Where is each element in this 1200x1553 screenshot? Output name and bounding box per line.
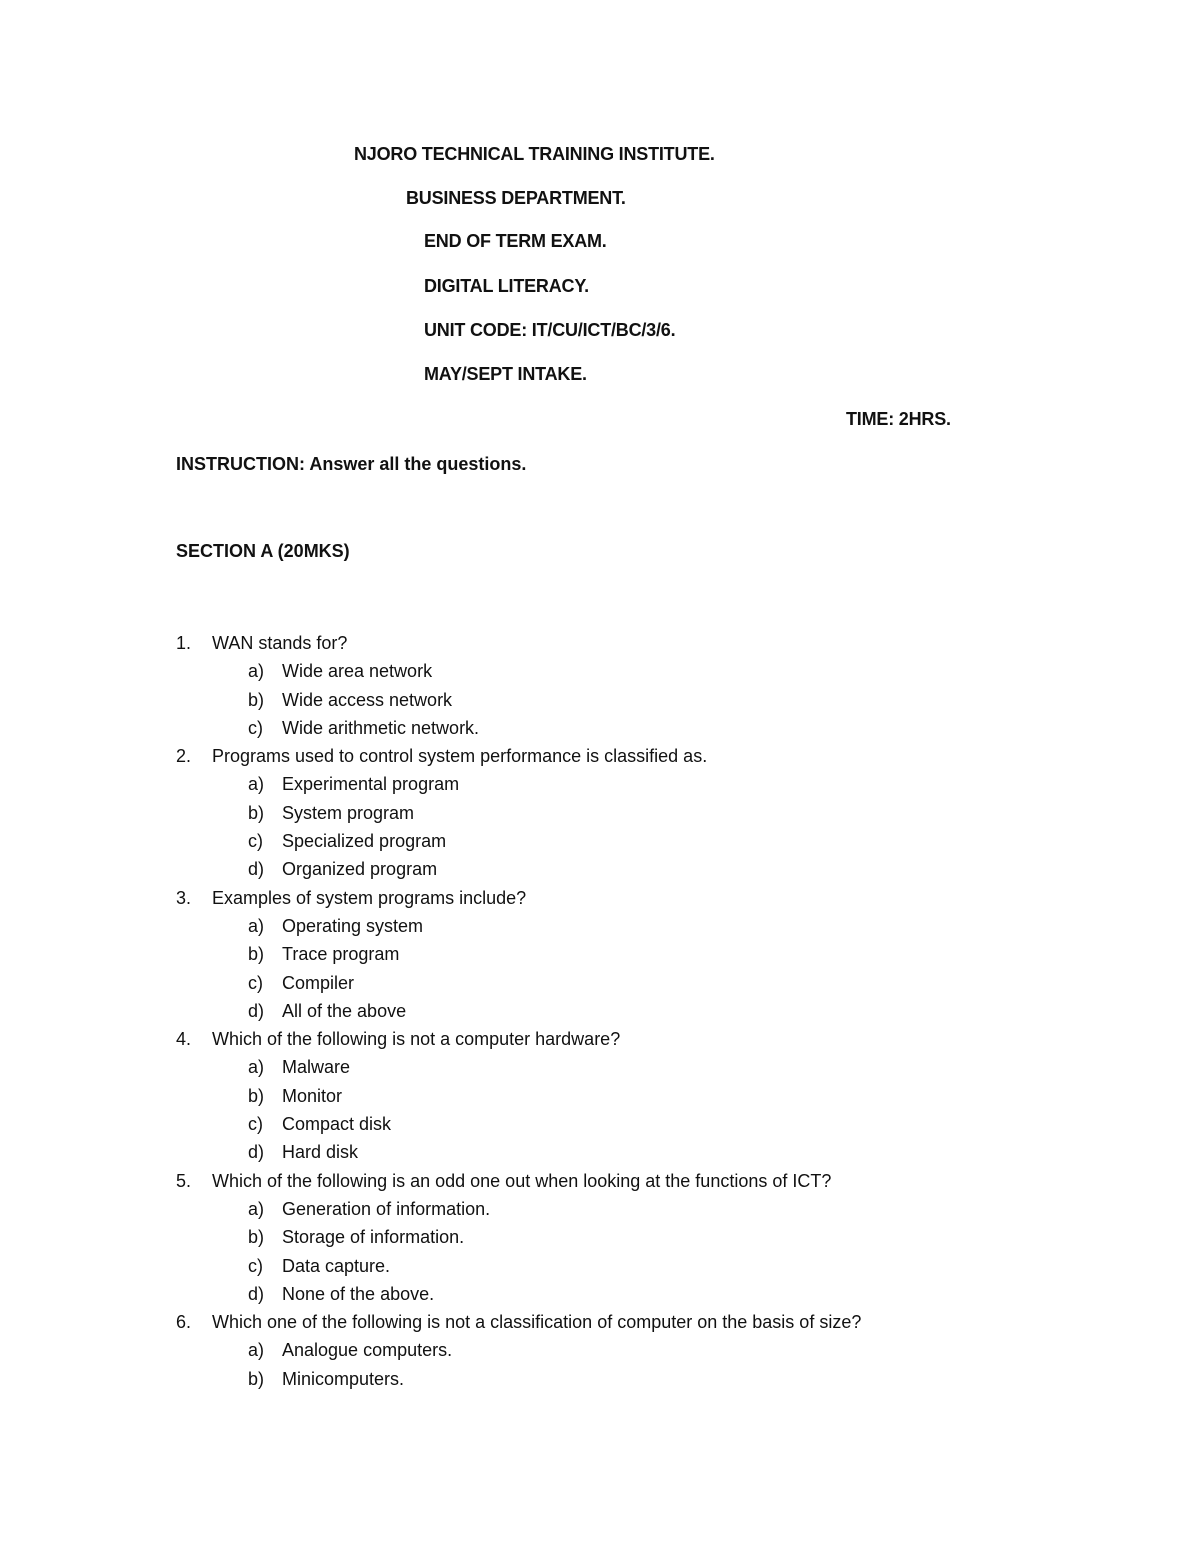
question-item xyxy=(176,629,1136,657)
option-text: Generation of information. xyxy=(282,1198,491,1219)
question-item xyxy=(176,1167,1136,1195)
answer-option xyxy=(176,940,1136,968)
question-list xyxy=(176,629,1136,1393)
institute-name: NJORO TECHNICAL TRAINING INSTITUTE. xyxy=(354,144,715,164)
answer-option xyxy=(176,714,1136,742)
option-label: c) xyxy=(248,831,263,852)
answer-option xyxy=(176,855,1136,883)
answer-option xyxy=(176,1280,1136,1308)
option-label: b) xyxy=(248,689,265,710)
answer-option xyxy=(176,1195,1136,1223)
question-item xyxy=(176,884,1136,912)
instruction-text: INSTRUCTION: Answer all the questions. xyxy=(176,454,527,474)
answer-option xyxy=(176,1223,1136,1251)
answer-option xyxy=(176,1252,1136,1280)
time-allowed: TIME: 2HRS. xyxy=(846,409,951,429)
option-text: All of the above xyxy=(282,1000,407,1021)
section-title: SECTION A (20MKS) xyxy=(176,541,350,561)
question-number: 6. xyxy=(176,1312,192,1333)
option-text: Hard disk xyxy=(282,1142,359,1163)
option-text: System program xyxy=(282,802,415,823)
option-text: Minicomputers. xyxy=(282,1368,405,1389)
answer-option xyxy=(176,770,1136,798)
answer-option xyxy=(176,1138,1136,1166)
option-label: b) xyxy=(248,944,265,965)
option-text: Organized program xyxy=(282,859,438,880)
question-text: Which of the following is an odd one out when looking at the functions of ICT? xyxy=(212,1170,832,1191)
answer-option xyxy=(176,1365,1136,1393)
answer-option xyxy=(176,997,1136,1025)
option-text: Specialized program xyxy=(282,831,447,852)
answer-option xyxy=(176,912,1136,940)
option-text: Analogue computers. xyxy=(282,1340,453,1361)
option-text: Wide access network xyxy=(282,689,453,710)
subject-title: DIGITAL LITERACY. xyxy=(424,276,589,296)
option-label: b) xyxy=(248,1227,265,1248)
answer-option xyxy=(176,1336,1136,1364)
intake-label: MAY/SEPT INTAKE. xyxy=(424,364,587,384)
answer-option xyxy=(176,799,1136,827)
option-label: d) xyxy=(248,1000,265,1021)
option-label: b) xyxy=(248,1085,265,1106)
department-name: BUSINESS DEPARTMENT. xyxy=(406,188,626,208)
option-label: d) xyxy=(248,859,265,880)
answer-option xyxy=(176,1082,1136,1110)
question-text: Programs used to control system performance is classified as. xyxy=(212,746,708,767)
option-text: Wide area network xyxy=(282,661,433,682)
question-text: WAN stands for? xyxy=(212,633,348,653)
option-label: d) xyxy=(248,1142,265,1163)
option-text: None of the above. xyxy=(282,1283,435,1304)
option-label: b) xyxy=(248,802,265,823)
answer-option xyxy=(176,657,1136,685)
option-label: b) xyxy=(248,1368,265,1389)
exam-title: END OF TERM EXAM. xyxy=(424,231,607,251)
option-text: Monitor xyxy=(282,1085,343,1106)
question-number: 4. xyxy=(176,1029,192,1050)
answer-option xyxy=(176,1053,1136,1081)
option-text: Compact disk xyxy=(282,1114,392,1135)
option-label: a) xyxy=(248,1198,265,1219)
answer-option xyxy=(176,1110,1136,1138)
option-label: a) xyxy=(248,1340,265,1361)
question-text: Examples of system programs include? xyxy=(212,887,527,908)
question-text: Which one of the following is not a classification of computer on the basis of size? xyxy=(212,1312,862,1333)
option-text: Wide arithmetic network. xyxy=(282,717,480,738)
option-text: Compiler xyxy=(282,972,355,993)
question-number: 5. xyxy=(176,1170,192,1191)
question-number: 3. xyxy=(176,887,192,908)
option-text: Storage of information. xyxy=(282,1227,465,1248)
option-label: a) xyxy=(248,915,265,936)
question-item xyxy=(176,742,1136,770)
option-label: a) xyxy=(248,1057,265,1078)
question-number: 2. xyxy=(176,746,192,767)
unit-code: UNIT CODE: IT/CU/ICT/BC/3/6. xyxy=(424,320,676,340)
question-number: 1. xyxy=(176,633,192,653)
question-text: Which of the following is not a computer hardware? xyxy=(212,1029,621,1050)
option-text: Operating system xyxy=(282,915,424,936)
option-text: Trace program xyxy=(282,944,400,965)
option-text: Experimental program xyxy=(282,774,460,795)
option-label: c) xyxy=(248,972,263,993)
option-label: c) xyxy=(248,1114,263,1135)
option-label: a) xyxy=(248,774,265,795)
option-label: c) xyxy=(248,717,263,738)
option-label: c) xyxy=(248,1255,263,1276)
option-text: Data capture. xyxy=(282,1255,391,1276)
answer-option xyxy=(176,686,1136,714)
option-label: d) xyxy=(248,1283,265,1304)
option-label: a) xyxy=(248,661,265,682)
answer-option xyxy=(176,969,1136,997)
answer-option xyxy=(176,827,1136,855)
option-text: Malware xyxy=(282,1057,351,1078)
question-item xyxy=(176,1025,1136,1053)
question-item xyxy=(176,1308,1136,1336)
